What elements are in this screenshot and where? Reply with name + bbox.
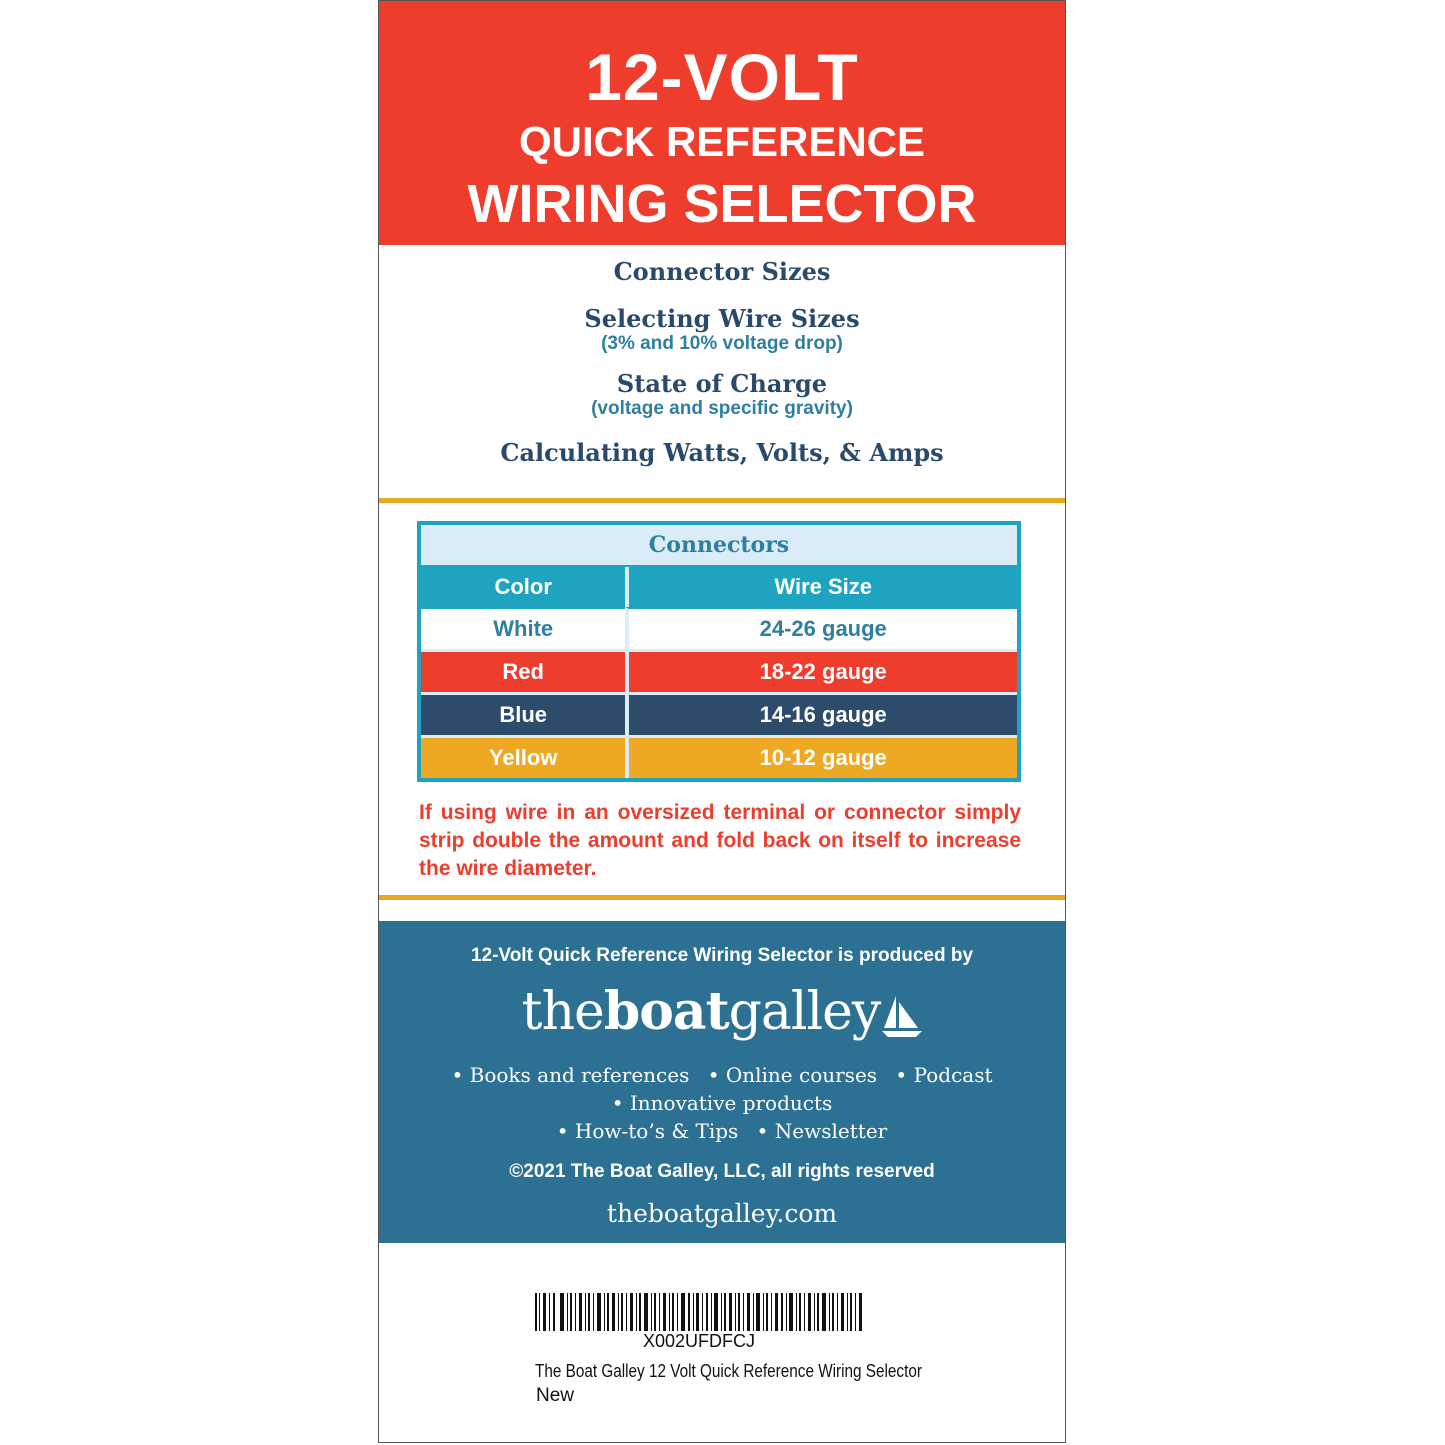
product-title: The Boat Galley 12 Volt Quick Reference Wiring Selector <box>535 1361 922 1381</box>
title-12-volt: 12-VOLT <box>585 40 859 114</box>
produced-by-text: 12-Volt Quick Reference Wiring Selector is produced by <box>470 945 974 966</box>
header-banner <box>379 1 1065 245</box>
barcode-number: X002UFDFCJ <box>642 1331 756 1351</box>
table-row <box>421 735 1017 778</box>
toc-item-title: State of Charge <box>616 369 828 398</box>
divider <box>379 498 1065 503</box>
logo-text: boat <box>603 981 729 1042</box>
sailboat-icon <box>882 994 922 1038</box>
footer-banner <box>379 921 1065 1243</box>
cell-size: 14-16 gauge <box>625 692 1017 735</box>
product-card <box>378 0 1066 1443</box>
cell-size: 24-26 gauge <box>625 607 1017 649</box>
cell-color: Red <box>421 649 625 692</box>
table-row <box>421 692 1017 735</box>
toc-item-subtitle: (voltage and specific gravity) <box>591 398 853 419</box>
cell-color: White <box>421 607 625 649</box>
table-row <box>421 607 1017 649</box>
cell-color: Yellow <box>421 735 625 778</box>
brand-logo <box>379 981 1065 1042</box>
cell-color: Blue <box>421 692 625 735</box>
toc-item-title: Connector Sizes <box>613 257 831 286</box>
offering-item: • Books and references <box>451 1063 690 1087</box>
offering-item: • Podcast <box>895 1063 993 1087</box>
barcode-icon <box>535 1293 863 1331</box>
title-wiring-selector: WIRING SELECTOR <box>467 174 977 234</box>
cell-size: 10-12 gauge <box>625 735 1017 778</box>
offering-item: • Online courses <box>707 1063 878 1087</box>
oversized-terminal-note: If using wire in an oversized terminal or connector simply strip double the amount and fold back on itself to increase the wire diameter. <box>419 801 1021 880</box>
copyright-text: ©2021 The Boat Galley, LLC, all rights reserved <box>509 1161 935 1182</box>
logo-text: the <box>521 982 604 1042</box>
connectors-table <box>417 521 1021 782</box>
condition-text: New <box>536 1385 575 1406</box>
table-title: Connectors <box>421 525 1017 567</box>
column-header-wire-size: Wire Size <box>625 567 1017 607</box>
website-url: theboatgalley.com <box>606 1199 838 1228</box>
offering-item: • Innovative products <box>611 1091 833 1115</box>
toc-item-title: Calculating Watts, Volts, & Amps <box>500 438 944 467</box>
offerings-list <box>379 1061 1065 1145</box>
logo-text: galley <box>728 982 881 1042</box>
cell-size: 18-22 gauge <box>625 649 1017 692</box>
offering-item: • Newsletter <box>756 1119 888 1143</box>
contents-list <box>379 257 1065 467</box>
table-row <box>421 649 1017 692</box>
toc-item-title: Selecting Wire Sizes <box>584 304 860 333</box>
divider <box>379 895 1065 900</box>
toc-item-subtitle: (3% and 10% voltage drop) <box>601 333 843 354</box>
title-quick-reference: QUICK REFERENCE <box>518 118 926 165</box>
column-header-color: Color <box>421 567 625 607</box>
offering-item: • How-to’s & Tips <box>556 1119 739 1143</box>
